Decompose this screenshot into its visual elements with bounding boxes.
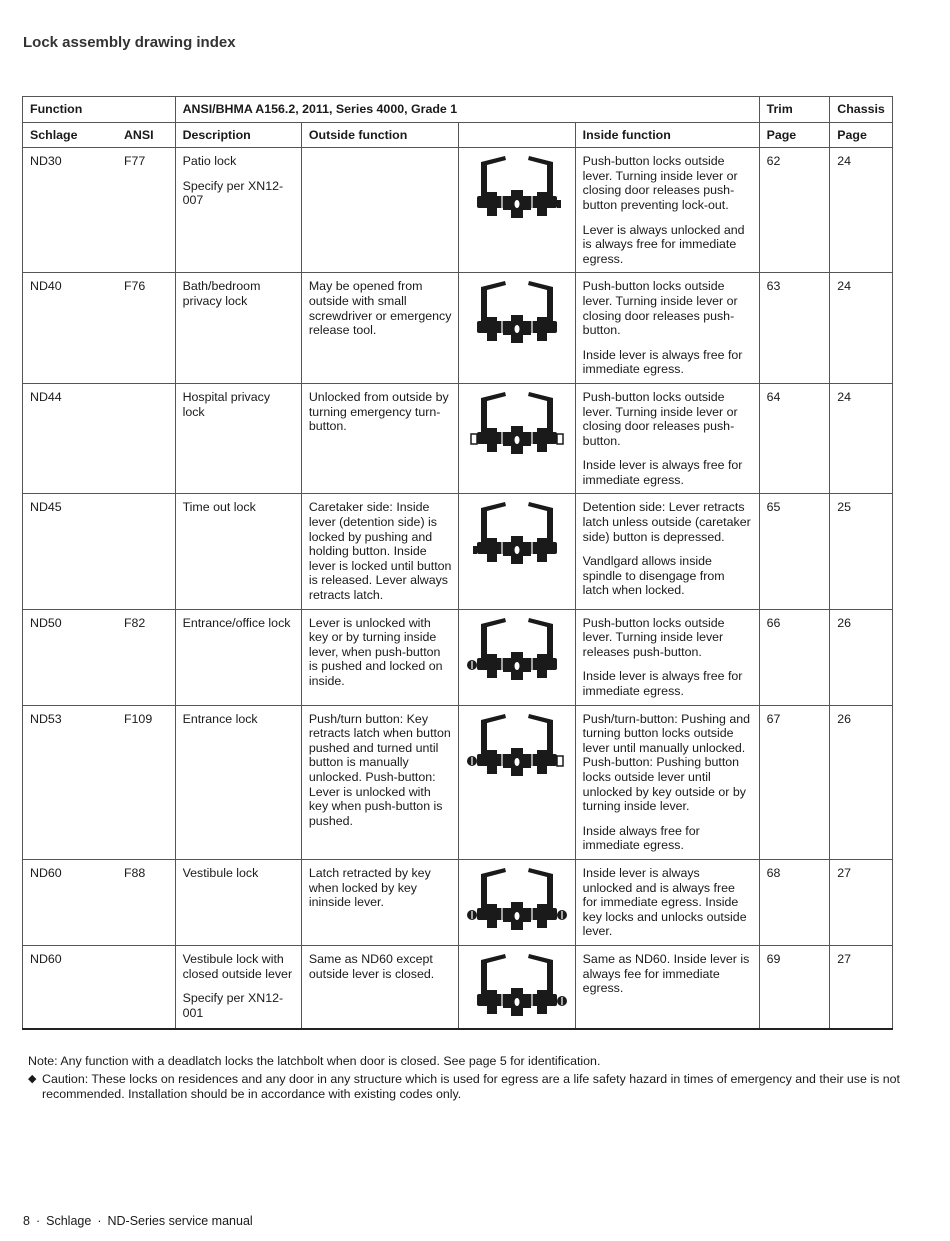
description-cell bbox=[175, 609, 301, 705]
table-row bbox=[23, 859, 893, 945]
caution-note bbox=[28, 1072, 908, 1102]
ansi-cell bbox=[117, 945, 175, 1029]
lever-lock-hospital-icon bbox=[461, 392, 572, 462]
lock-image-cell bbox=[459, 705, 575, 859]
trim-page: 65 bbox=[766, 500, 781, 515]
cell-text: Hospital privacy lock bbox=[182, 389, 271, 419]
ansi-code: F77 bbox=[123, 154, 146, 169]
chassis-page-cell bbox=[830, 945, 893, 1029]
header-trim: Trim bbox=[759, 97, 830, 123]
header-ansi: ANSI bbox=[117, 122, 175, 148]
outside-function-cell bbox=[301, 945, 459, 1029]
chassis-page-cell bbox=[830, 609, 893, 705]
ansi-cell bbox=[117, 383, 175, 494]
trim-page: 68 bbox=[766, 865, 781, 880]
footer-manual-title: ND-Series service manual bbox=[107, 1214, 253, 1228]
ansi-code: F76 bbox=[123, 279, 146, 294]
schlage-cell bbox=[23, 383, 117, 494]
ansi-cell bbox=[117, 273, 175, 384]
ansi-cell bbox=[117, 148, 175, 273]
cell-text: Vestibule lock bbox=[182, 865, 259, 880]
ansi-code: F109 bbox=[123, 711, 153, 726]
notes bbox=[28, 1054, 908, 1102]
schlage-code: ND44 bbox=[30, 389, 62, 404]
cell-text: Same as ND60 except outside lever is closed. bbox=[308, 951, 435, 981]
inside-function-cell bbox=[575, 705, 759, 859]
schlage-cell bbox=[23, 148, 117, 273]
header-image bbox=[459, 122, 575, 148]
chassis-page-cell bbox=[830, 494, 893, 609]
cell-text: Inside lever is always free for immediate egress. bbox=[582, 458, 743, 487]
trim-page-cell bbox=[759, 705, 830, 859]
table-row bbox=[23, 148, 893, 273]
table-body bbox=[23, 148, 893, 1029]
schlage-code: ND60 bbox=[30, 865, 62, 880]
header-function: Function bbox=[23, 97, 176, 123]
chassis-page-cell bbox=[830, 383, 893, 494]
page-number: 8 bbox=[23, 1214, 30, 1228]
trim-page-cell bbox=[759, 494, 830, 609]
table-row bbox=[23, 945, 893, 1029]
lock-image-cell bbox=[459, 945, 575, 1029]
lock-image-cell bbox=[459, 859, 575, 945]
cell-text: Patio lock bbox=[182, 154, 237, 169]
table-row bbox=[23, 494, 893, 609]
cell-text: Inside always free for immediate egress. bbox=[582, 823, 700, 853]
lock-image-cell bbox=[459, 273, 575, 384]
trim-page-cell bbox=[759, 945, 830, 1029]
inside-function-cell bbox=[575, 609, 759, 705]
cell-text: Unlocked from outside by turning emergency turn-button. bbox=[308, 389, 449, 434]
outside-function-cell bbox=[301, 148, 459, 273]
header-chassis-page: Page bbox=[830, 122, 893, 148]
chassis-page: 26 bbox=[837, 711, 852, 726]
trim-page-cell bbox=[759, 859, 830, 945]
cell-text: Specify per XN12-007 bbox=[182, 178, 284, 208]
separator: · bbox=[35, 1214, 41, 1228]
cell-text: Detention side: Lever retracts latch unless outside (caretaker side) button is depressed. bbox=[582, 500, 751, 544]
cell-text: Push-button locks outside lever. Turning inside lever or closing door releases push-button preventing lock-out. bbox=[582, 154, 738, 212]
table-row bbox=[23, 705, 893, 859]
description-cell bbox=[175, 945, 301, 1029]
outside-function-cell bbox=[301, 494, 459, 609]
header-description: Description bbox=[175, 122, 301, 148]
chassis-page: 27 bbox=[837, 865, 852, 880]
description-cell bbox=[175, 494, 301, 609]
chassis-page-cell bbox=[830, 273, 893, 384]
cell-text: Bath/bedroom privacy lock bbox=[182, 279, 261, 308]
ansi-cell bbox=[117, 494, 175, 609]
table-row bbox=[23, 609, 893, 705]
schlage-code: ND60 bbox=[30, 951, 62, 966]
chassis-page: 26 bbox=[837, 615, 852, 630]
lock-image-cell bbox=[459, 494, 575, 609]
description-cell bbox=[175, 273, 301, 384]
schlage-code: ND50 bbox=[30, 615, 62, 630]
lock-image-cell bbox=[459, 383, 575, 494]
separator: · bbox=[97, 1214, 102, 1228]
ansi-code: F88 bbox=[123, 865, 146, 880]
header-trim-page: Page bbox=[759, 122, 830, 148]
inside-function-cell bbox=[575, 148, 759, 273]
page-title: Lock assembly drawing index bbox=[23, 34, 236, 51]
ansi-cell bbox=[117, 609, 175, 705]
header-inside-function: Inside function bbox=[575, 122, 759, 148]
chassis-page: 24 bbox=[837, 389, 852, 404]
table-row bbox=[23, 273, 893, 384]
cell-text: Push-button locks outside lever. Turning inside lever or closing door releases push-button. bbox=[582, 279, 738, 338]
header-outside-function: Outside function bbox=[301, 122, 459, 148]
lever-lock-pushbutton-icon bbox=[461, 156, 572, 226]
lever-lock-vestibule-icon bbox=[461, 868, 572, 938]
cell-text: Lever is always unlocked and is always free for immediate egress. bbox=[582, 222, 745, 266]
ansi-code: F82 bbox=[123, 615, 146, 630]
lever-lock-entrance-turn-icon bbox=[461, 714, 572, 784]
outside-function-cell bbox=[301, 705, 459, 859]
trim-page: 69 bbox=[766, 951, 781, 966]
header-schlage: Schlage bbox=[23, 122, 117, 148]
trim-page-cell bbox=[759, 609, 830, 705]
table-row bbox=[23, 383, 893, 494]
lock-image-cell bbox=[459, 609, 575, 705]
chassis-page: 25 bbox=[837, 500, 852, 515]
outside-function-cell bbox=[301, 609, 459, 705]
trim-page: 64 bbox=[766, 389, 781, 404]
chassis-page: 24 bbox=[837, 279, 852, 294]
lever-lock-privacy-icon bbox=[461, 281, 572, 351]
trim-page: 66 bbox=[766, 615, 781, 630]
trim-page-cell bbox=[759, 273, 830, 384]
footer-brand: Schlage bbox=[46, 1214, 92, 1228]
schlage-code: ND40 bbox=[30, 279, 62, 294]
diamond-icon: ◆ bbox=[28, 1073, 37, 1085]
chassis-page-cell bbox=[830, 705, 893, 859]
cell-text: Entrance lock bbox=[182, 711, 258, 726]
chassis-page-cell bbox=[830, 859, 893, 945]
lever-lock-timeout-icon bbox=[461, 502, 572, 572]
cell-text: Inside lever is always free for immediate egress. bbox=[582, 347, 743, 377]
lock-function-table bbox=[22, 96, 893, 1030]
outside-function-cell bbox=[301, 273, 459, 384]
cell-text: Time out lock bbox=[182, 500, 256, 515]
trim-page: 63 bbox=[766, 279, 781, 294]
cell-text: Caretaker side: Inside lever (detention side) is locked by pushing and holding button. Inside lever is locked until button is released. Lever always retracts latch. bbox=[308, 500, 452, 603]
page-footer bbox=[23, 1214, 253, 1228]
cell-text: Entrance/office lock bbox=[182, 615, 291, 630]
header-row-2 bbox=[23, 122, 893, 148]
inside-function-cell bbox=[575, 945, 759, 1029]
lever-lock-entrance-icon bbox=[461, 618, 572, 688]
description-cell bbox=[175, 383, 301, 494]
ansi-cell bbox=[117, 859, 175, 945]
inside-function-cell bbox=[575, 383, 759, 494]
schlage-cell bbox=[23, 609, 117, 705]
cell-text: Push/turn button: Key retracts latch when button pushed and turned until button is manually unlocked. Push-button: Lever is unlocked with key when push-button is pushed. bbox=[308, 711, 451, 828]
outside-function-cell bbox=[301, 383, 459, 494]
trim-page-cell bbox=[759, 148, 830, 273]
schlage-cell bbox=[23, 273, 117, 384]
cell-text: Push-button locks outside lever. Turning inside lever releases push-button. bbox=[582, 615, 725, 659]
chassis-page: 27 bbox=[837, 951, 852, 966]
outside-function-cell bbox=[301, 859, 459, 945]
chassis-page-cell bbox=[830, 148, 893, 273]
lock-image-cell bbox=[459, 148, 575, 273]
trim-page-cell bbox=[759, 383, 830, 494]
description-cell bbox=[175, 705, 301, 859]
schlage-code: ND30 bbox=[30, 154, 62, 169]
schlage-cell bbox=[23, 859, 117, 945]
cell-text: Lever is unlocked with key or by turning inside lever, when push-button is pushed and locked on inside. bbox=[308, 615, 443, 688]
header-standard: ANSI/BHMA A156.2, 2011, Series 4000, Grade 1 bbox=[175, 97, 759, 123]
cell-text: Inside lever is always unlocked and is always free for immediate egress. Inside key locks and unlocks outside lever. bbox=[582, 865, 747, 939]
cell-text: Same as ND60. Inside lever is always fee for immediate egress. bbox=[582, 951, 750, 996]
cell-text: Specify per XN12-001 bbox=[182, 991, 284, 1020]
schlage-cell bbox=[23, 705, 117, 859]
caution-text: Caution: These locks on residences and any door in any structure which is used for egress are a life safety hazard in times of emergency and their use is not recommended. Installation should be in accordance with existing codes only. bbox=[42, 1072, 900, 1101]
schlage-cell bbox=[23, 494, 117, 609]
trim-page: 67 bbox=[766, 711, 781, 726]
ansi-cell bbox=[117, 705, 175, 859]
schlage-code: ND45 bbox=[30, 500, 62, 515]
lever-lock-vestibule-closed-icon bbox=[461, 954, 572, 1024]
schlage-code: ND53 bbox=[30, 711, 62, 726]
inside-function-cell bbox=[575, 494, 759, 609]
cell-text: Vandlgard allows inside spindle to disengage from latch when locked. bbox=[582, 554, 725, 598]
trim-page: 62 bbox=[766, 154, 781, 169]
cell-text: Push-button locks outside lever. Turning inside lever or closing door releases push-button. bbox=[582, 389, 738, 448]
inside-function-cell bbox=[575, 273, 759, 384]
schlage-cell bbox=[23, 945, 117, 1029]
cell-text: Vestibule lock with closed outside lever bbox=[182, 951, 293, 981]
description-cell bbox=[175, 859, 301, 945]
header-row-1 bbox=[23, 97, 893, 123]
cell-text: Inside lever is always free for immediate egress. bbox=[582, 669, 743, 698]
deadlatch-note: Note: Any function with a deadlatch locks the latchbolt when door is closed. See page 5 for identification. bbox=[28, 1054, 601, 1068]
description-cell bbox=[175, 148, 301, 273]
header-chassis: Chassis bbox=[830, 97, 893, 123]
cell-text: May be opened from outside with small screwdriver or emergency release tool. bbox=[308, 279, 452, 338]
cell-text: Push/turn-button: Pushing and turning button locks outside lever until manually unlocked. Push-button: Pushing button locks outside lever until unlocked by key outside or by turning inside lever. bbox=[582, 711, 751, 814]
chassis-page: 24 bbox=[837, 154, 852, 169]
inside-function-cell bbox=[575, 859, 759, 945]
cell-text: Latch retracted by key when locked by key ininside lever. bbox=[308, 865, 431, 910]
